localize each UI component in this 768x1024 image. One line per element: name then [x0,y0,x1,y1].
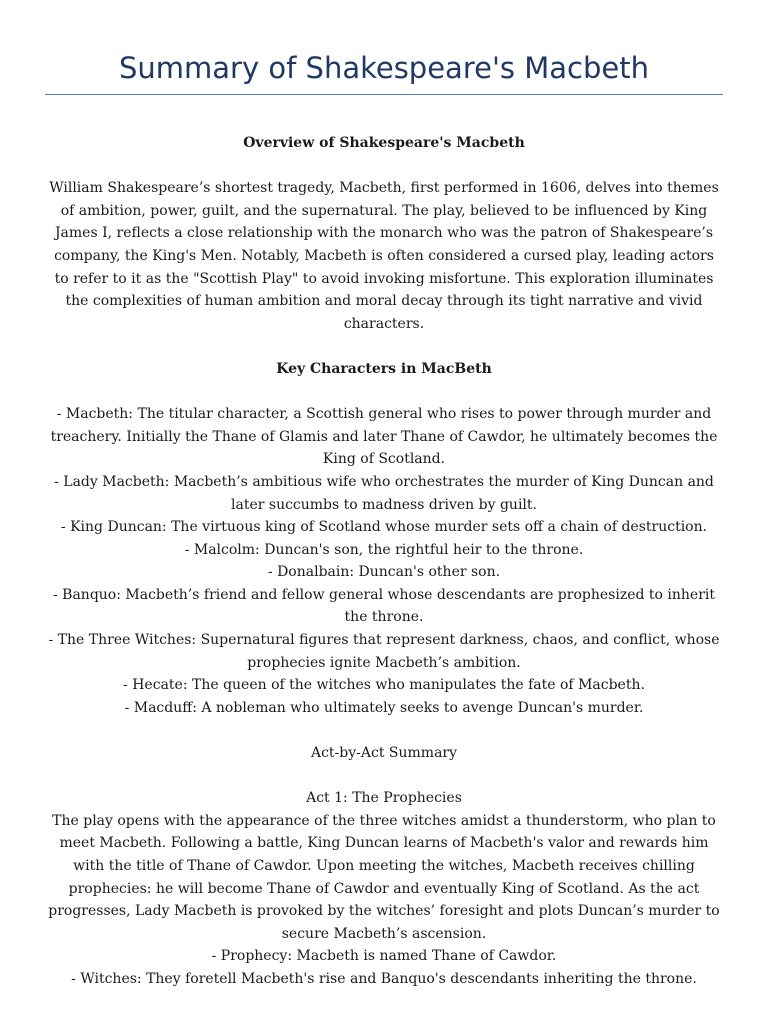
title-divider [45,94,723,95]
spacer [45,335,723,358]
characters-heading: Key Characters in MacBeth [276,360,492,377]
act1-bullet-witches: - Witches: They foretell Macbeth's rise and Banquo's descendants inheriting the throne. [71,970,697,987]
character-item-macbeth: - Macbeth: The titular character, a Scottish general who rises to power through murder and treachery. Initially the Thane of Glamis and later Thane of Cawdor, he ultimately becomes the King of Scotland. [50,406,718,468]
character-item-malcolm: - Malcolm: Duncan's son, the rightful heir to the throne. [184,541,584,558]
spacer [45,719,723,742]
character-item-king-duncan: - King Duncan: The virtuous king of Scotland whose murder sets off a chain of destruction. [60,519,708,536]
character-item-lady-macbeth: - Lady Macbeth: Macbeth’s ambitious wife who orchestrates the murder of King Duncan and later succumbs to madness driven by guilt. [54,473,714,513]
character-item-three-witches: - The Three Witches: Supernatural figures that represent darkness, chaos, and conflict, whose prophecies ignite Macbeth’s ambition. [48,632,720,671]
character-item-donalbain: - Donalbain: Duncan's other son. [267,564,501,581]
act1-paragraph: The play opens with the appearance of the three witches amidst a thunderstorm, who plan to meet Macbeth. Following a battle, King Duncan learns of Macbeth's valor and rewards him with the title of Thane of Cawdor. Upon meeting the witches, Macbeth receives chilling prophecies: he will become Thane of Cawdor and eventually King of Scotland. As the act progresses, Lady Macbeth is provoked by the witches’ foresight and plots Duncan’s murder to secure Macbeth’s ascension. [48,812,720,942]
document-body [45,132,723,991]
character-item-hecate: - Hecate: The queen of the witches who manipulates the fate of Macbeth. [123,677,645,694]
character-item-macduff: - Macduff: A nobleman who ultimately seeks to avenge Duncan's murder. [124,699,644,716]
spacer [45,381,723,404]
act1-title: Act 1: The Prophecies [306,790,462,807]
page-title: Summary of Shakespeare's Macbeth [119,51,649,85]
summary-heading: Act-by-Act Summary [310,745,458,762]
overview-paragraph: William Shakespeare’s shortest tragedy, Macbeth, first performed in 1606, delves into themes of ambition, power, guilt, and the supernatural. The play, believed to be influenced by King James I, reflects a close relationship with the monarch who was the patron of Shakespeare’s company, the King's Men. Notably, Macbeth is often considered a cursed play, leading actors to refer to it as the "Scottish Play" to avoid invoking misfortune. This exploration illuminates the complexities of human ambition and moral decay through its tight narrative and vivid characters. [49,180,719,332]
act1-bullet-prophecy: - Prophecy: Macbeth is named Thane of Cawdor. [211,948,557,965]
character-list [45,403,723,719]
overview-heading: Overview of Shakespeare's Macbeth [243,135,525,151]
spacer [45,155,723,178]
character-item-banquo: - Banquo: Macbeth’s friend and fellow general whose descendants are prophesized to inherit the throne. [52,586,715,626]
spacer [45,765,723,788]
